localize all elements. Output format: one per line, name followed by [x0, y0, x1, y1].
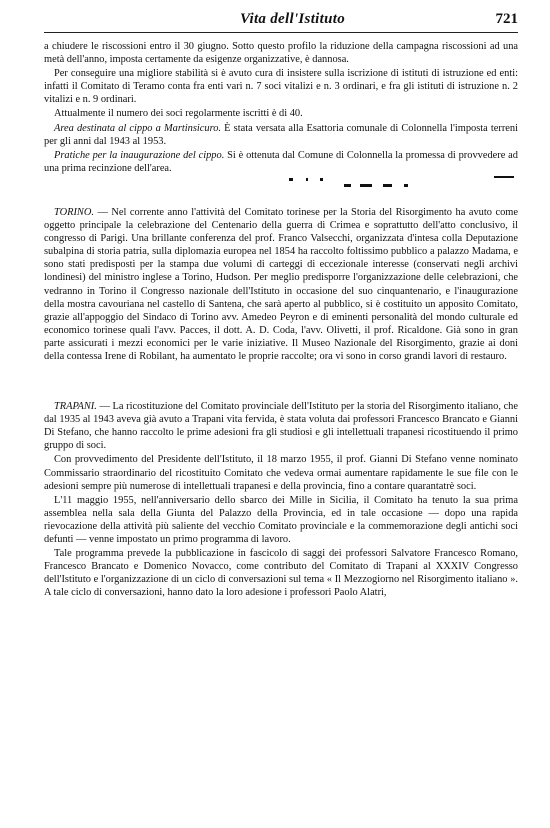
paragraph-text: — La ricostituzione del Comitato provinciale dell'Istituto per la storia del Risorgimento italiano, che dal 1935 al 1943 aveva già avuto a Trapani vita fervida, è stata voluta dai professori Francesco Brancato e Gianni Di Stefano, che hanno raccolto le prime adesioni fra gli studiosi e gli intellettuali trapanesi ricostituendo il primo gruppo di soci.	[44, 401, 518, 452]
paragraph-trapani-3: L'11 maggio 1955, nell'anniversario dello sbarco dei Mille in Sicilia, il Comitato ha tenuto la sua prima assemblea nella sala della Giunta del Palazzo della Provincia, ed in tale occasione — dopo una rapida rievocazione della attività più saliente del vecchio Comitato provinciale e la commemorazione degli antichi soci defunti — venne impostato un primo programma di lavoro.	[44, 494, 518, 545]
paragraph-trapani-4: Tale programma prevede la pubblicazione in fascicolo di saggi dei professori Salvatore Francesco Romano, Francesco Brancato e Domenico Novacco, come contributo del Comitato di Trapani al XXXIV Congresso dell'Istituto e l'organizzazione di un ciclo di conversazioni sul tema « Il Mezzogiorno nel Risorgimento italiano ». A tale ciclo di conversazioni, hanno dato la loro adesione i professori Paolo Alatri,	[44, 548, 518, 599]
paragraph-text: Si è ottenuta dal Comune di Colonnella la promessa di provvedere ad una prima recinzione dell'area.	[44, 149, 518, 174]
paragraph-torino	[44, 206, 518, 363]
paragraph-teramo-5	[44, 149, 518, 175]
section-label-trapani: TRAPANI.	[54, 401, 97, 413]
running-header	[44, 8, 518, 33]
paragraph-trapani-1	[44, 400, 518, 452]
section-heading-area: Area destinata al cippo a Martinsicuro.	[54, 122, 222, 134]
spacer	[44, 364, 518, 400]
running-title: Vita dell'Istituto	[240, 11, 346, 27]
paragraph-trapani-2: Con provvedimento del Presidente dell'Istituto, il 18 marzo 1955, il prof. Gianni Di Stefano venne nominato Commissario straordinario del ricostituito Comitato che vedeva ormai aumentare rapidamente le sue file con le adesioni sempre più numerose di intellettuali trapanesi e della provincia, fino a contare quarantatrè soci.	[44, 454, 518, 492]
section-label-torino: TORINO.	[54, 206, 94, 218]
paragraph-teramo-1: a chiudere le riscossioni entro il 30 giugno. Sotto questo profilo la riduzione della campagna riscossioni ad una metà dell'anno, imposta certamente da esigenze organizzative, è dannosa.	[44, 41, 518, 66]
document-body	[44, 40, 518, 600]
paragraph-teramo-3: Attualmente il numero dei soci regolarmente iscritti è di 40.	[54, 108, 303, 120]
paragraph-teramo-2: Per conseguire una migliore stabilità si è avuto cura di insistere sulla iscrizione di istituti di istruzione ed enti: infatti il Comitato di Teramo conta fra enti vari n. 7 soci vitalizi e n. 3 ordinari, e fra gli istituti di istruzione n. 2 vitalizi e n. 9 ordinari.	[44, 68, 518, 106]
section-heading-pratiche: Pratiche per la inaugurazione del cippo.	[54, 149, 225, 161]
page-number: 721	[495, 11, 518, 27]
spacer	[44, 186, 518, 206]
print-artifact-marks	[44, 176, 518, 186]
paragraph-teramo-4	[44, 122, 518, 148]
paragraph-text: È stata versata alla Esattoria comunale di Colonnella l'imposta terreni per gli anni dal 1943 al 1953.	[44, 122, 519, 147]
paragraph-text: — Nel corrente anno l'attività del Comitato torinese per la Storia del Risorgimento ha avuto come oggetto principale la celebrazione del Centenario della guerra di Crimea e soprattutto dell'atto conclusivo, il congresso di Parigi. Una brillante conferenza del prof. Franco Valsecchi, organizzata d'intesa colla Deputazione subalpina di storia patria, sulla diplomazia europea nel 1854 ha raccolto foltissimo pubblico a palazzo Madama, e sono stati predisposti per la stampa due volumi di carteggi di eccezionale interesse (conservati negli archivi londinesi) del ministro inglese a Torino, Hudson. Per meglio predisporre l'organizzazione delle celebrazioni, che vedranno in Torino il Congresso nazionale dell'Istituto in occasione del suo cinquantenario, e l'inaugurazione della mostra cavouriana nel castello di Santena, che sarà aperto al pubblico, si è costituito un apposito Comitato, grazie all'appoggio del Sindaco di Torino avv. Amedeo Peyron e di eminenti personalità del mondo culturale ed economico torinese quali l'avv. Pacces, il dott. A. D. Coda, l'avv. Olivetti, il prof. Ricaldone. Già sono in gran parte assicurati i mezzi economici per le varie iniziative. Il Museo Nazionale del Risorgimento, grazie ai doni della contessa Irene di Robilant, ha aumentato le proprie raccolte; ora vi sono in corso grandi lavori di restauro.	[44, 206, 518, 362]
